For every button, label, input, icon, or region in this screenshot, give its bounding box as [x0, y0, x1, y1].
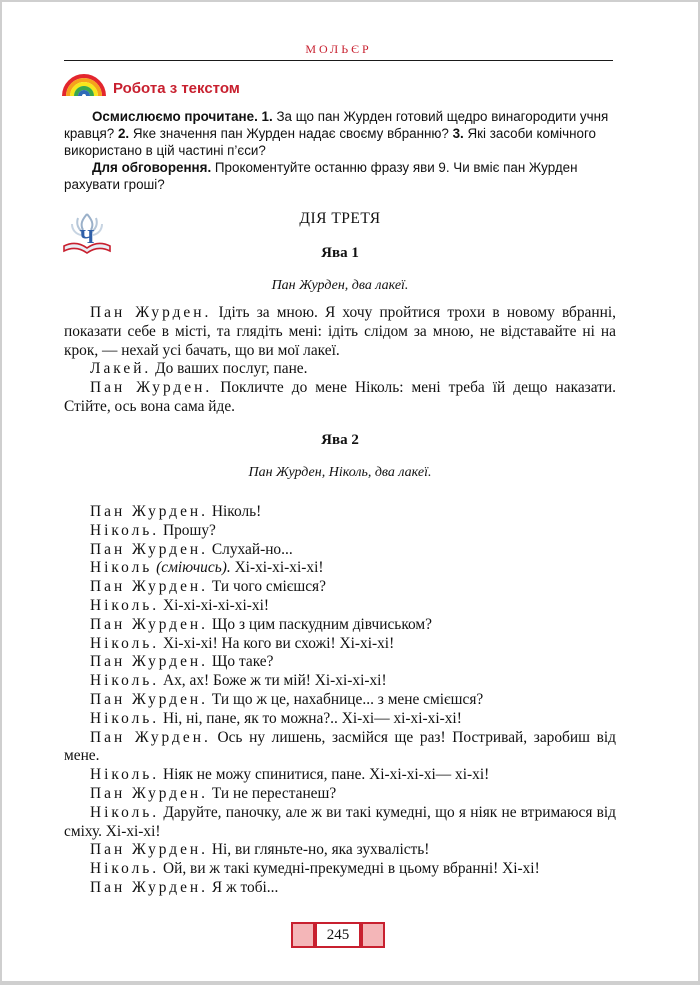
scene-2-stage-direction: Пан Журден, Ніколь, два лакеї.: [248, 465, 432, 480]
dialogue-line: Ніколь. Хі-хі-хі! На кого ви схожі! Хі-хі-хі!: [90, 634, 395, 652]
act-title: ДІЯ ТРЕТЯ: [299, 210, 381, 227]
scene-2-dialogue: [64, 503, 616, 898]
dialogue-line: Ніколь. Прошу?: [90, 521, 216, 539]
task-block: [64, 108, 616, 193]
scene-1-dialogue: [64, 304, 616, 417]
dialogue-line: Пан Журден. Ти чого смієшся?: [90, 578, 326, 596]
dialogue-line: Ніколь. Ой, ви ж такі кумедні-прекумедні в цьому вбранні! Хі-хі!: [90, 860, 540, 878]
dialogue-line: Ніколь. Даруйте, паночку, але ж ви такі кумедні, що я ніяк не втримаюся від сміху. Хі-хі-хі!: [64, 803, 616, 840]
dialogue-line: Ніколь. Ні, ні, пане, як то можна?.. Хі-хі— хі-хі-хі-хі!: [90, 709, 462, 727]
scene-1-title: Ява 1: [321, 245, 359, 261]
dialogue-line: Пан Журден. Ти не перестанеш?: [90, 784, 337, 802]
dialogue-line: Пан Журден. Ось ну лишень, засмійся ще раз! Постривай, заробиш від мене.: [64, 728, 616, 765]
scene-1-stage-direction: Пан Журден, два лакеї.: [271, 278, 409, 293]
running-head: МОЛЬЄР: [305, 42, 372, 56]
svg-text:Ч: Ч: [79, 226, 95, 248]
dialogue-line: Пан Журден. Що таке?: [90, 653, 274, 671]
dialogue-line: Пан Журден. Я ж тобі...: [90, 878, 279, 896]
page-number-box: [291, 922, 385, 948]
dialogue-line: Ніколь. Хі-хі-хі-хі-хі-хі!: [90, 596, 269, 614]
header-rule: [64, 60, 613, 61]
dialogue-line: Лакей. До ваших послуг, пане.: [90, 360, 308, 378]
discussion-paragraph: Для обговорення. Прокоментуйте останню фразу яви 9. Чи вміє пан Журден рахувати гроші?: [64, 160, 578, 192]
dialogue-line: Пан Журден. Що з цим паскудним дівчиськом?: [90, 615, 432, 633]
task-paragraph: Осмислюємо прочитане. 1. За що пан Журден готовий щедро винагородити учня кравця? 2. Яке значення пан Журден надає своєму вбранню? 3. Які засоби комічного використано в цій частині п’єси?: [64, 109, 609, 158]
section-title: Робота з текстом: [113, 80, 240, 97]
dialogue-line: Ніколь. Ніяк не можу спинитися, пане. Хі-хі-хі-хі— хі-хі!: [90, 766, 490, 784]
dialogue-line: Пан Журден. Ти що ж це, нахабнице... з мене смієшся?: [90, 690, 484, 708]
dialogue-line: Пан Журден. Ідіть за мною. Я хочу пройтися трохи в новому вбранні, показати себе в місті, та глядіть мені: ідіть слідом за мною, не відставайте ні на крок, — нехай усі бачать, що ви мої лакеї.: [64, 304, 616, 359]
page-number-right-tab: [361, 922, 385, 948]
dialogue-line: Ніколь (сміючись). Хі-хі-хі-хі-хі!: [90, 559, 324, 577]
book-page: [2, 2, 698, 981]
dialogue-line: Пан Журден. Ніколь!: [90, 503, 262, 520]
page-number: 245: [315, 922, 361, 948]
dialogue-line: Пан Журден. Ні, ви гляньте-но, яка зухвалість!: [90, 841, 430, 859]
rainbow-icon: [60, 70, 108, 98]
dialogue-line: Ніколь. Ах, ах! Боже ж ти мій! Хі-хі-хі-хі!: [90, 672, 387, 690]
dialogue-line: Пан Журден. Покличте до мене Ніколь: мені треба їй дещо наказати. Стійте, ось вона сама йде.: [64, 379, 616, 415]
page-number-left-tab: [291, 922, 315, 948]
scene-2-title: Ява 2: [321, 432, 359, 448]
dialogue-line: Пан Журден. Слухай-но...: [90, 540, 293, 558]
